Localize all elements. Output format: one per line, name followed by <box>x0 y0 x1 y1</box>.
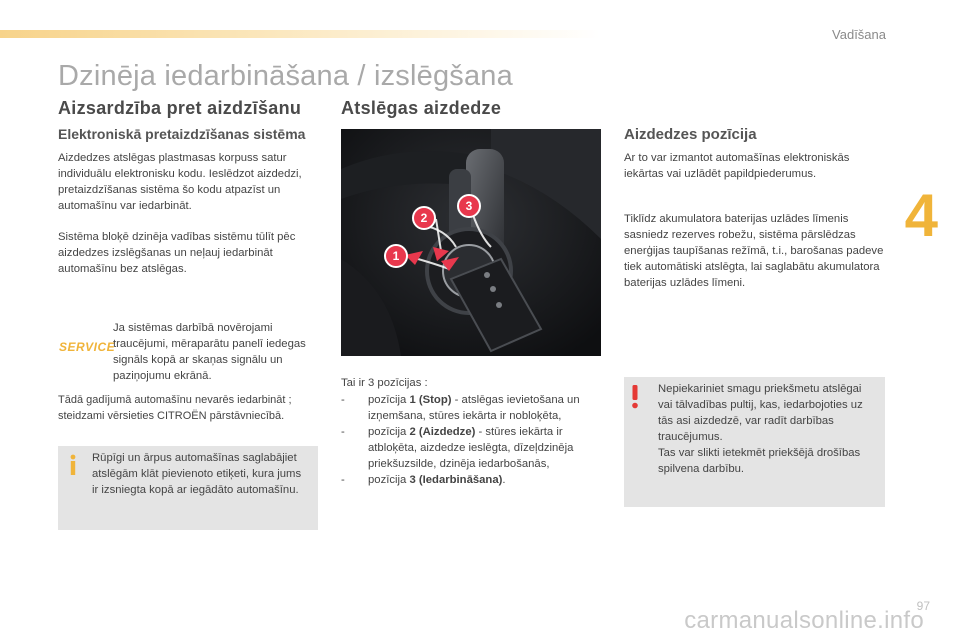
section-title: Vadīšana <box>832 27 886 42</box>
chapter-number: 4 <box>904 182 938 249</box>
svg-text:1: 1 <box>392 249 400 263</box>
subheading-immobiliser: Elektroniskā pretaizdzīšanas sistēma <box>58 126 306 142</box>
info-icon <box>67 454 79 476</box>
warning-icon <box>629 385 641 409</box>
immobiliser-paragraph-1: Aizdedzes atslēgas plastmasas korpuss satur individuālu elektronisku kodu. Ieslēdzot aizdedzi, pretaizdzīšanas sistēma šo kodu atpazīst un automašīnu var iedarbināt. <box>58 152 302 212</box>
callout-2 <box>413 207 435 229</box>
info-note-text: Rūpīgi un ārpus automašīnas saglabājiet atslēgām klāt pievienoto etiķeti, kura jums ir izsniegta kopā ar iegādāto automašīnu. <box>92 452 302 496</box>
header-accent-bar <box>0 30 600 38</box>
service-logo: SERVICE <box>59 340 116 354</box>
service-note: Ja sistēmas darbībā novērojami traucējumi, mēraparātu panelī iedegas signāls kopā ar skaņas signālu un paziņojumu ekrānā. <box>113 322 306 382</box>
ignition-position-paragraph-2: Tiklīdz akumulatora baterijas uzlādes līmenis sasniedz rezerves robežu, sistēma pārslēdzas enerģijas taupīšanas režīmā, t.i., barošanas padeve tiek automātiski atslēgta, lai saglabātu akumulatora baterijas uzlādes līmeni. <box>624 213 884 289</box>
warning-note-text: Nepiekariniet smagu priekšmetu atslēgai vai tālvadības pultij, kas, iedarbojoties uz tās asi aizdedzē, var radīt darbības traucējumus. Tas var slikti ietekmēt priekšējā drošības spilvena darbību. <box>658 383 863 475</box>
callout-1 <box>385 245 407 267</box>
svg-text:2: 2 <box>420 211 428 225</box>
footer-watermark: carmanualsonline.info <box>684 607 924 634</box>
heading-ignition-switch: Atslēgas aizdedze <box>341 98 502 118</box>
heading-ignition-position: Aizdedzes pozīcija <box>624 126 757 143</box>
immobiliser-paragraph-2: Sistēma bloķē dzinēja vadības sistēmu tūlīt pēc aizdedzes izslēgšanas un neļauj iedarbināt automašīnu bez atslēgas. <box>58 231 296 275</box>
positions-intro: Tai ir 3 pozīcijas : <box>341 377 428 389</box>
svg-text:3: 3 <box>465 199 473 213</box>
ignition-position-paragraph-1: Ar to var izmantot automašīnas elektroniskās iekārtas vai uzlādēt papildpiederumus. <box>624 152 850 180</box>
ignition-photo <box>341 129 601 356</box>
callout-3 <box>458 195 480 217</box>
positions-list <box>341 392 603 488</box>
page-title: Dzinēja iedarbināšana / izslēgšana <box>58 60 513 92</box>
list-item: - pozīcija 3 (Iedarbināšana). <box>341 474 506 486</box>
heading-anti-theft: Aizsardzība pret aizdzīšanu <box>58 98 302 118</box>
list-item: - pozīcija 2 (Aizdedze) - stūres iekārta ir atbloķēta, aizdedze ieslēgta, dīzeļdzinēja priekšuzsilde, dzinēja iedarbošanās, <box>341 426 574 470</box>
service-followup: Tādā gadījumā automašīnu nevarēs iedarbināt ; steidzami vērsieties CITROËN pārstāvniecībā. <box>58 394 292 422</box>
list-item: - pozīcija 1 (Stop) - atslēgas ievietošana un izņemšana, stūres iekārta ir nobloķēta, <box>341 394 580 422</box>
page-number: 97 <box>916 599 930 613</box>
